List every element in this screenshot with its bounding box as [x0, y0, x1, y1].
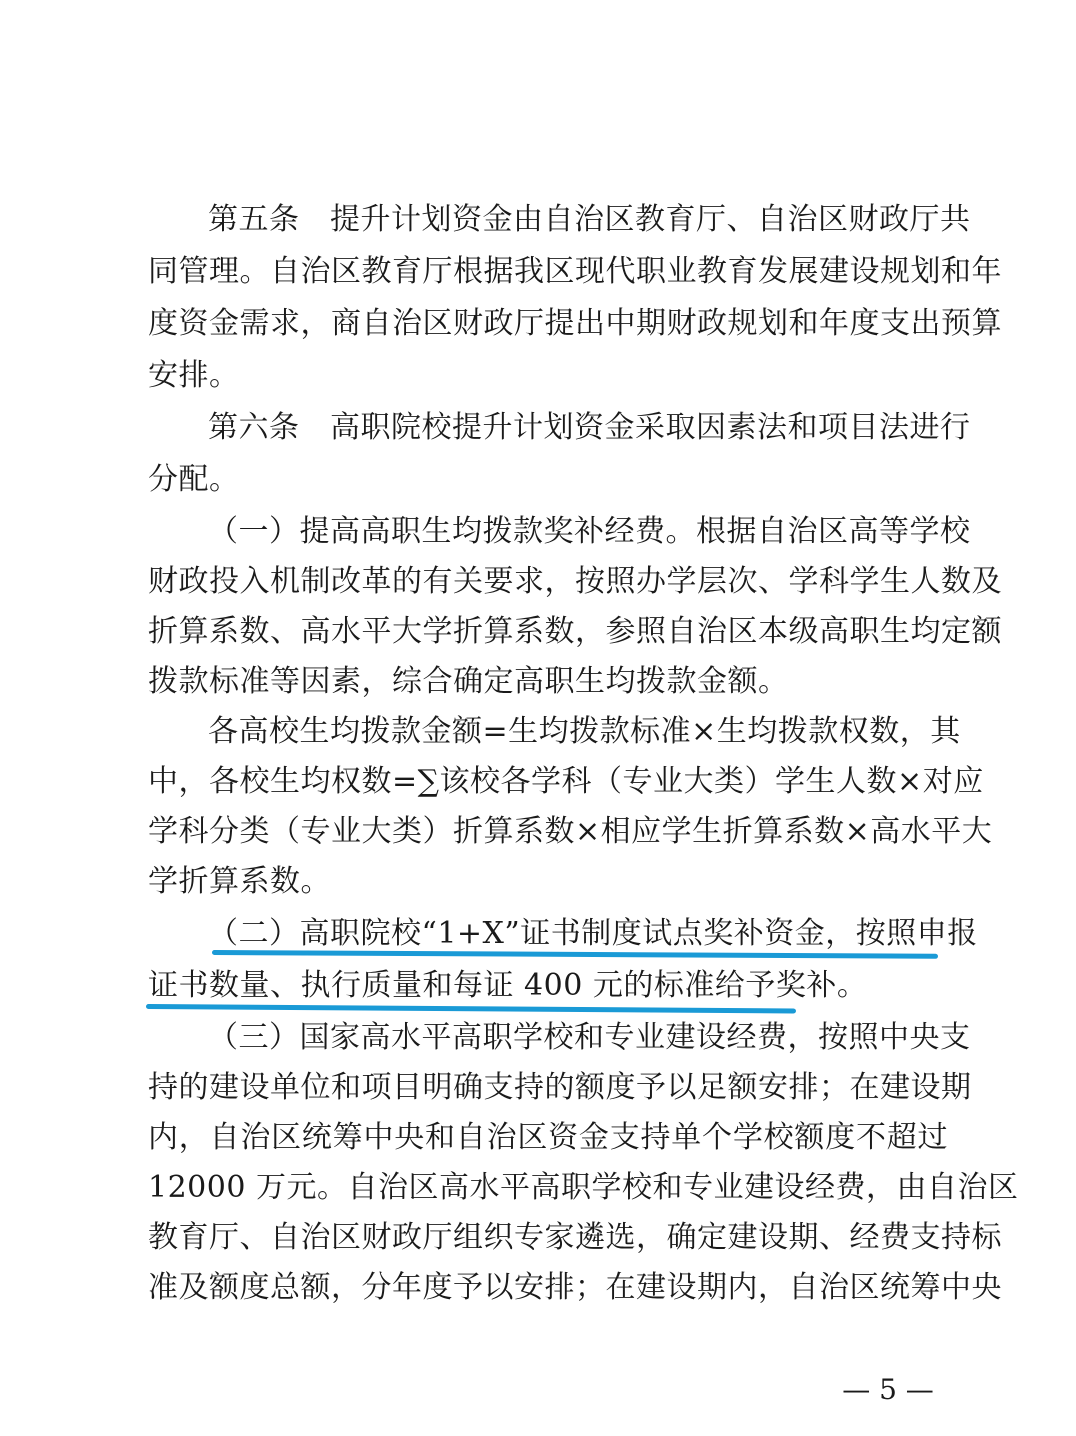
paragraph-line: 度资金需求，商自治区财政厅提出中期财政规划和年度支出预算 — [148, 306, 1002, 341]
paragraph-line: 12000 万元。自治区高水平高职学校和专业建设经费，由自治区 — [148, 1170, 1019, 1205]
paragraph-line: 拨款标准等因素，综合确定高职生均拨款金额。 — [148, 664, 789, 699]
paragraph-line: 分配。 — [148, 462, 240, 497]
highlighted-line: 证书数量、执行质量和每证 400 元的标准给予奖补。 — [148, 968, 868, 1003]
paragraph-line: 持的建设单位和项目明确支持的额度予以足额安排；在建设期 — [148, 1070, 972, 1105]
paragraph-line: 折算系数、高水平大学折算系数，参照自治区本级高职生均定额 — [148, 614, 1002, 649]
paragraph-line: 第五条 提升计划资金由自治区教育厅、自治区财政厅共 — [208, 202, 971, 237]
paragraph-line: 财政投入机制改革的有关要求，按照办学层次、学科学生人数及 — [148, 564, 1002, 599]
paragraph-line: 教育厅、自治区财政厅组织专家遴选，确定建设期、经费支持标 — [148, 1220, 1002, 1255]
paragraph-line: 安排。 — [148, 358, 240, 393]
paragraph-line: 中，各校生均权数=∑该校各学科（专业大类）学生人数×对应 — [148, 764, 984, 799]
paragraph-line: 学折算系数。 — [148, 864, 331, 899]
paragraph-line: 同管理。自治区教育厅根据我区现代职业教育发展建设规划和年 — [148, 254, 1002, 289]
page-number: — 5 — — [842, 1373, 934, 1406]
highlighted-line: （二）高职院校“1+X”证书制度试点奖补资金，按照申报 — [208, 916, 978, 951]
paragraph-line: 第六条 高职院校提升计划资金采取因素法和项目法进行 — [208, 410, 971, 445]
paragraph-line: 学科分类（专业大类）折算系数×相应学生折算系数×高水平大 — [148, 814, 993, 849]
paragraph-line: 准及额度总额，分年度予以安排；在建设期内，自治区统筹中央 — [148, 1270, 1002, 1305]
paragraph-line: （三）国家高水平高职学校和专业建设经费，按照中央支 — [208, 1020, 971, 1055]
paragraph-line: （一）提高高职生均拨款奖补经费。根据自治区高等学校 — [208, 514, 971, 549]
paragraph-line: 各高校生均拨款金额=生均拨款标准×生均拨款权数，其 — [208, 714, 961, 749]
paragraph-line: 内，自治区统筹中央和自治区资金支持单个学校额度不超过 — [148, 1120, 948, 1155]
